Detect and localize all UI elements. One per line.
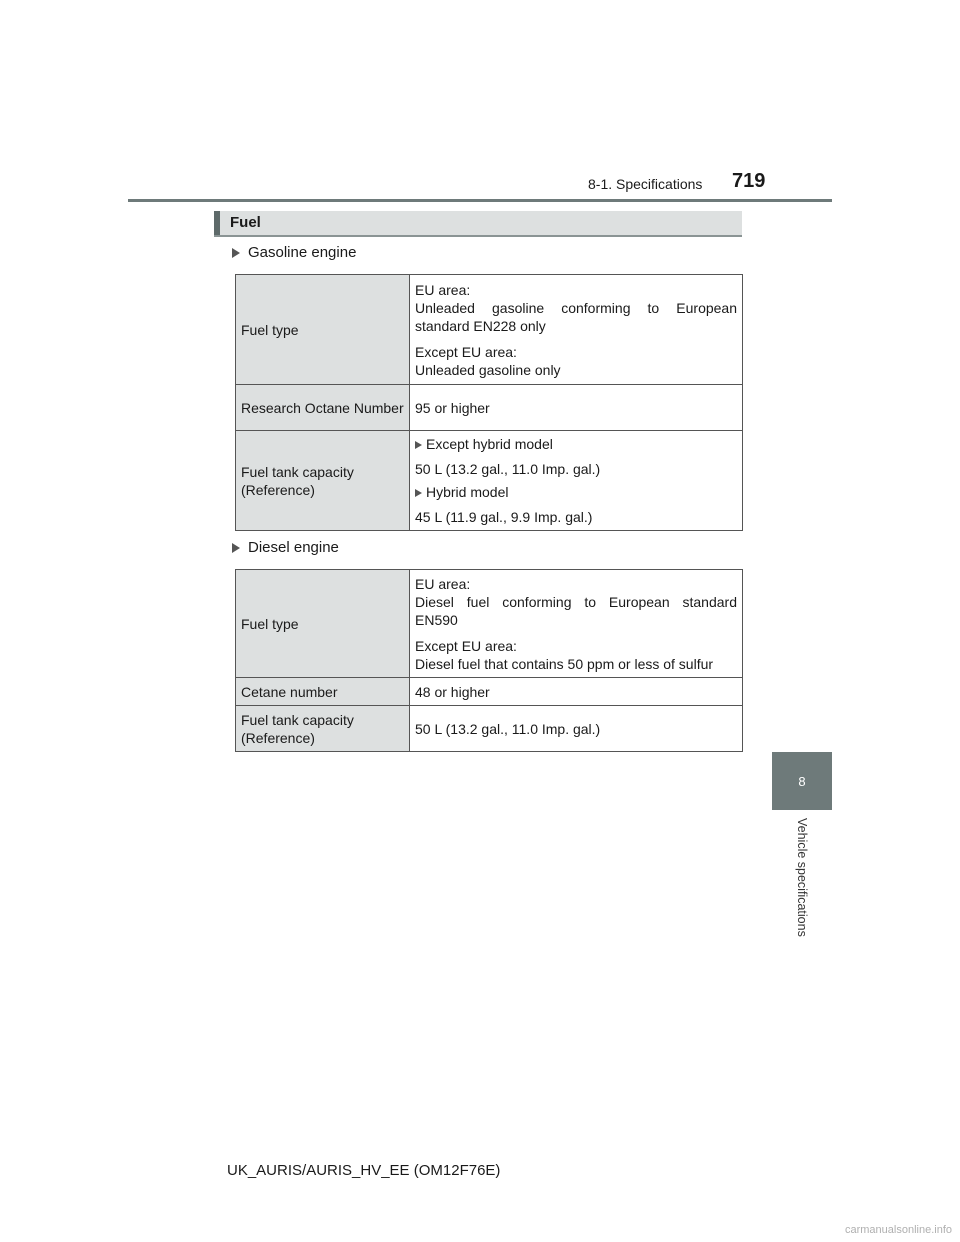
octane-label: Research Octane Number (236, 385, 410, 431)
header-rule (128, 199, 832, 202)
cetane-value: 48 or higher (410, 678, 743, 706)
non-hybrid-label: Except hybrid model (426, 436, 553, 452)
triangle-bullet-icon (232, 248, 240, 258)
watermark: carmanualsonline.info (844, 1224, 952, 1236)
octane-value: 95 or higher (410, 385, 743, 431)
chapter-number: 8 (798, 773, 806, 789)
fuel-type-value (410, 570, 743, 678)
tank-capacity-label: Fuel tank capacity (Reference) (236, 431, 410, 531)
eu-area-value: Unleaded gasoline conforming to European standard EN228 only (415, 299, 737, 334)
fuel-type-value (410, 275, 743, 385)
tank-capacity-value (410, 431, 743, 531)
table-row (236, 678, 743, 706)
page-number: 719 (732, 170, 766, 192)
gasoline-subhead (232, 244, 356, 261)
hybrid-label: Hybrid model (426, 484, 509, 500)
tank-capacity-value: 50 L (13.2 gal., 11.0 Imp. gal.) (410, 706, 743, 752)
heading-bar (214, 211, 220, 235)
non-eu-area-value: Diesel fuel that contains 50 ppm or less of sulfur (415, 655, 714, 672)
triangle-bullet-icon (232, 543, 240, 553)
non-hybrid-line (415, 435, 737, 453)
non-eu-area-label: Except EU area: (415, 637, 517, 654)
fuel-heading-text: Fuel (230, 214, 261, 231)
eu-area-value: Diesel fuel conforming to European standard EN590 (415, 593, 737, 628)
chapter-side (772, 810, 832, 1210)
diesel-subhead (232, 539, 339, 556)
fuel-type-label: Fuel type (236, 275, 410, 385)
eu-area-label: EU area: (415, 575, 471, 592)
hybrid-line (415, 483, 737, 501)
fuel-heading (214, 211, 742, 237)
diesel-title: Diesel engine (248, 539, 339, 556)
table-row (236, 570, 743, 678)
fuel-type-label: Fuel type (236, 570, 410, 678)
gasoline-spec-table (235, 274, 743, 531)
table-row (236, 706, 743, 752)
table-row (236, 431, 743, 531)
section-title: 8-1. Specifications (588, 176, 703, 192)
chapter-title: Vehicle specifications (795, 818, 809, 937)
non-hybrid-value: 50 L (13.2 gal., 11.0 Imp. gal.) (415, 461, 601, 477)
footer-document-id: UK_AURIS/AURIS_HV_EE (OM12F76E) (227, 1162, 501, 1179)
diesel-spec-table (235, 569, 743, 752)
eu-area-label: EU area: (415, 281, 471, 298)
non-eu-area-label: Except EU area: (415, 343, 517, 360)
gasoline-title: Gasoline engine (248, 244, 357, 261)
non-eu-area-value: Unleaded gasoline only (415, 361, 561, 378)
triangle-bullet-icon (415, 441, 422, 449)
triangle-bullet-icon (415, 489, 422, 497)
cetane-label: Cetane number (236, 678, 410, 706)
hybrid-value: 45 L (11.9 gal., 9.9 Imp. gal.) (415, 509, 593, 525)
tank-capacity-label: Fuel tank capacity (Reference) (236, 706, 410, 752)
table-row (236, 385, 743, 431)
table-row (236, 275, 743, 385)
chapter-tab[interactable] (772, 752, 832, 810)
